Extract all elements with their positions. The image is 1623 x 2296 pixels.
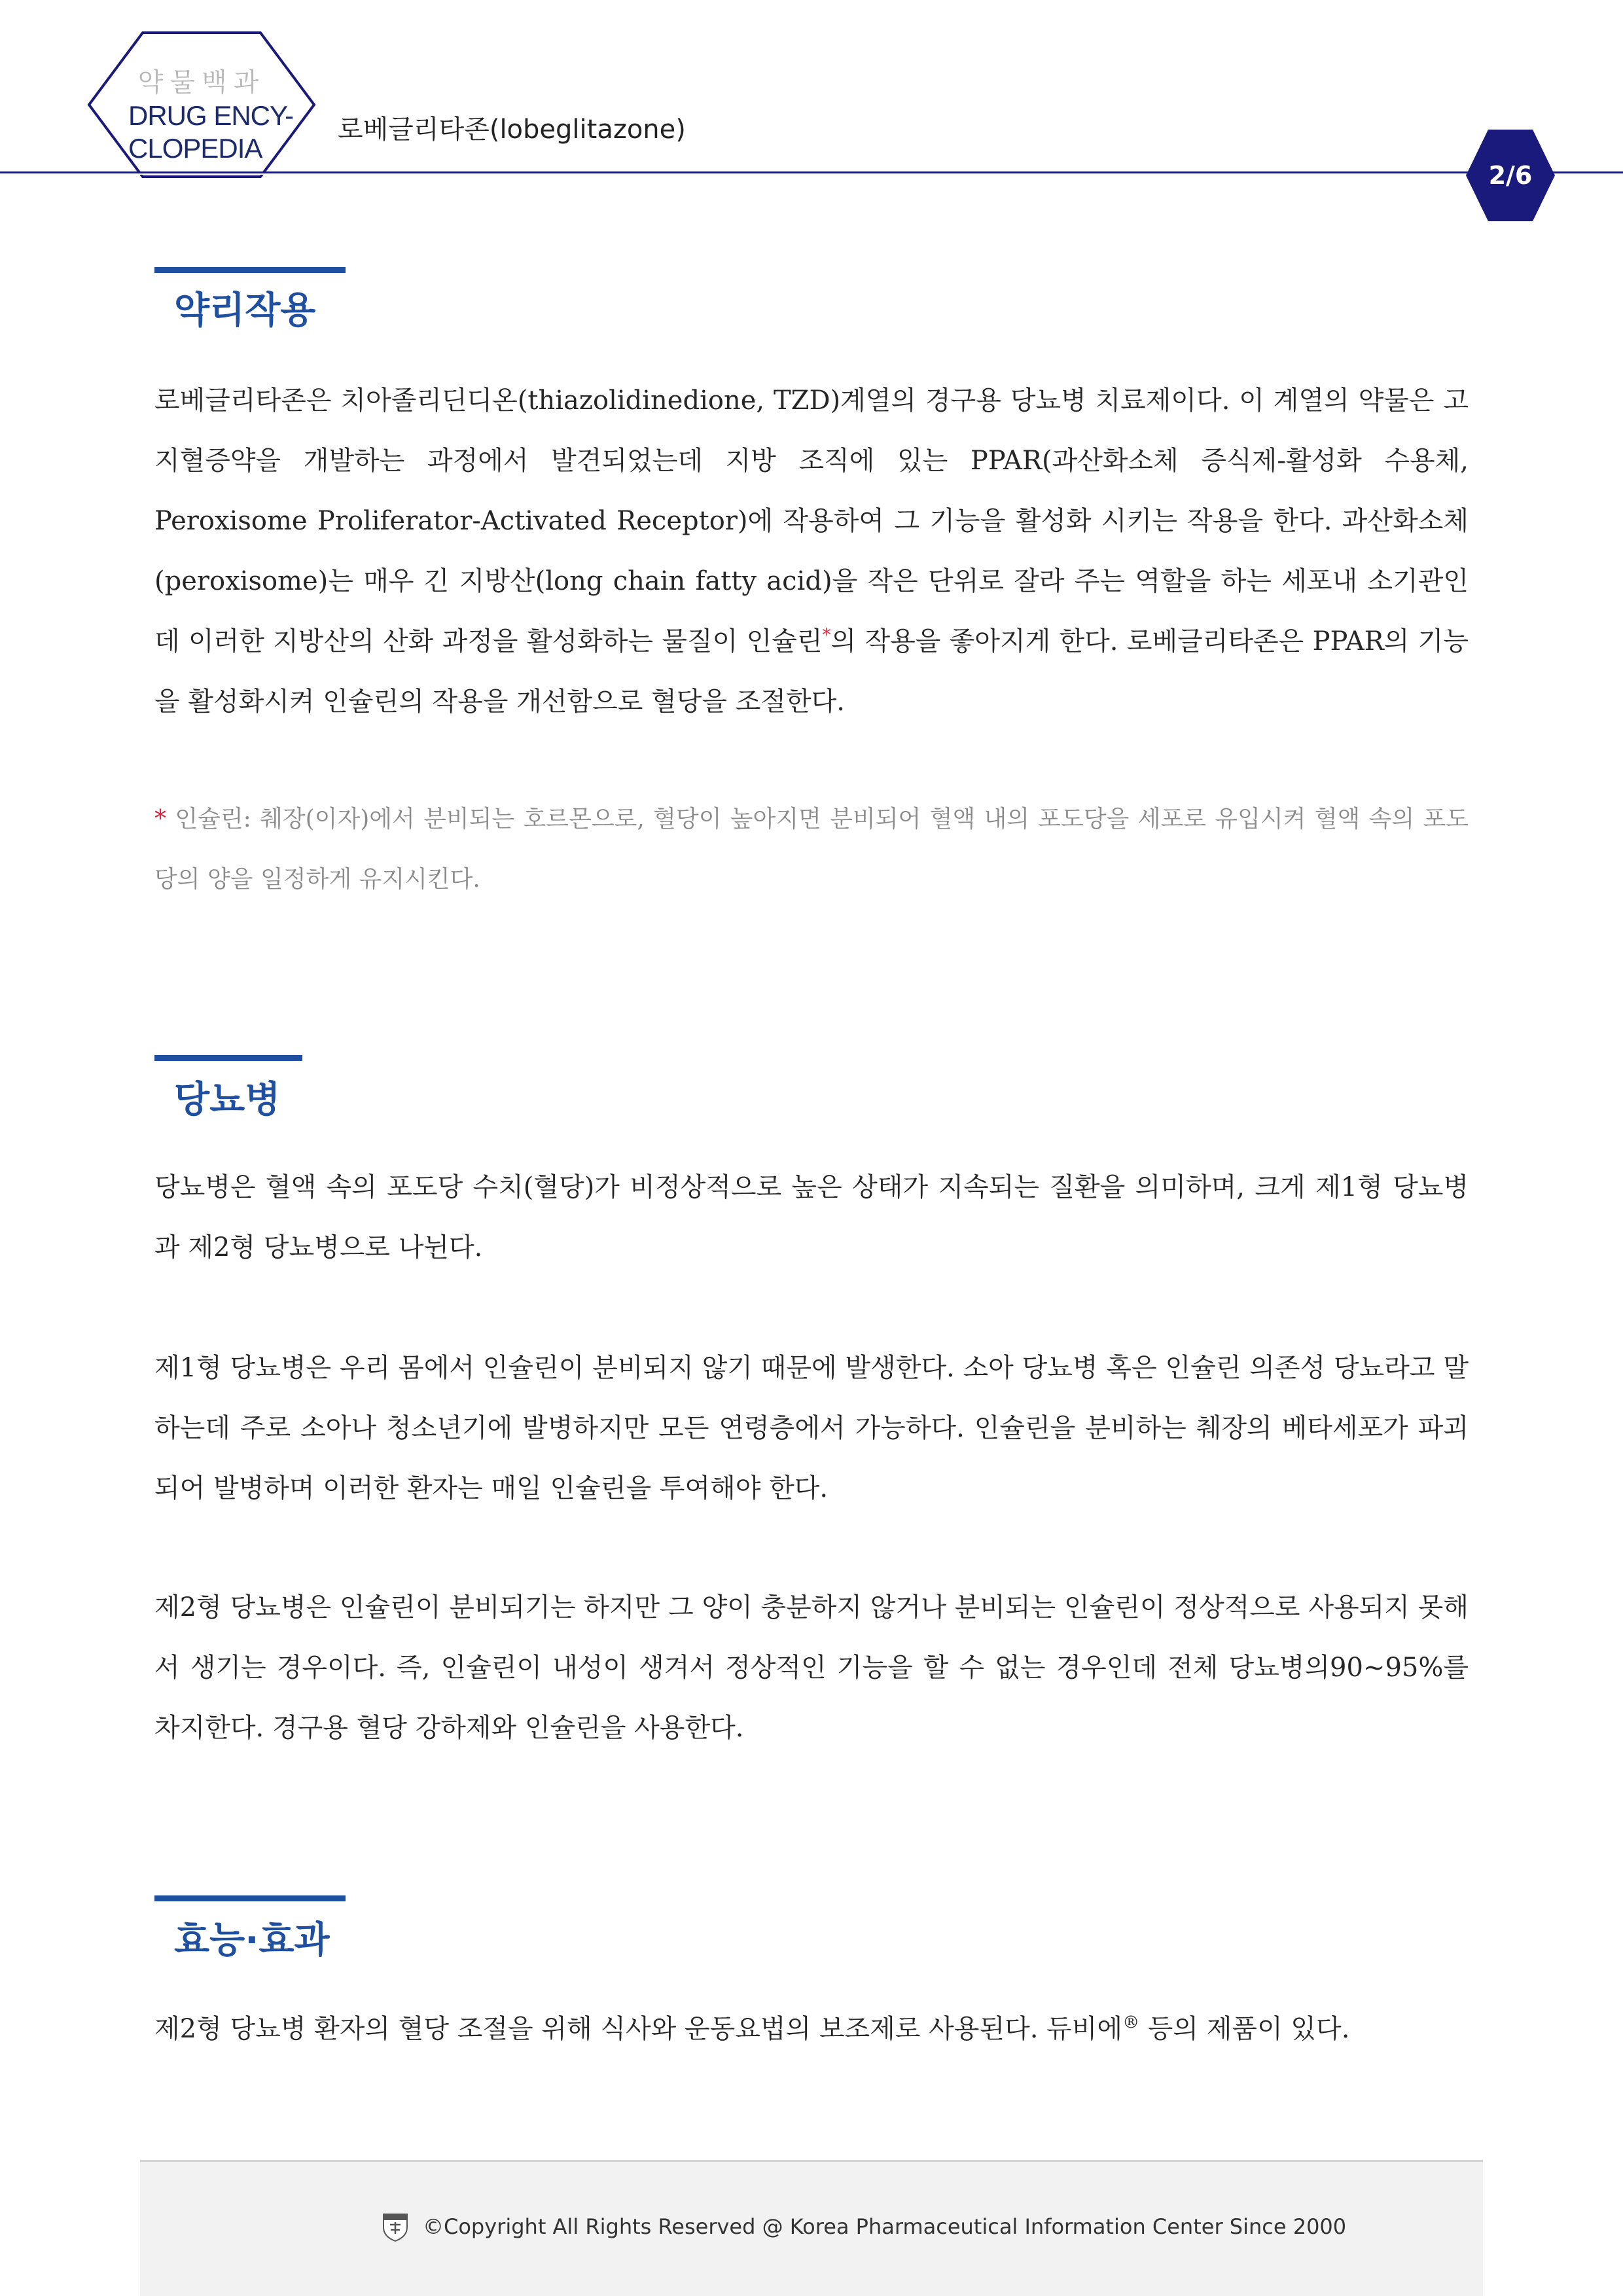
section-accent-bar [154, 267, 346, 273]
diabetes-paragraph-1: 당뇨병은 혈액 속의 포도당 수치(혈당)가 비정상적으로 높은 상태가 지속되는 질환을 의미하며, 크게 제1형 당뇨병과 제2형 당뇨병으로 나뉜다. [154, 1172, 1469, 1263]
registered-mark: ® [1122, 2013, 1140, 2033]
section-title-pharmacology: 약리작용 [174, 289, 316, 332]
document-title: 로베글리타존(lobeglitazone) [338, 115, 686, 145]
logo-english-line-2: CLOPEDIA [128, 133, 262, 164]
footnote [154, 789, 1469, 910]
footnote-marker: * [822, 625, 831, 645]
crest-icon [381, 2210, 410, 2242]
efficacy-text: 제2형 당뇨병 환자의 혈당 조절을 위해 식사와 운동요법의 보조제로 사용된다. 듀비에 [154, 2014, 1123, 2044]
pharmacology-text-cont: 의 작용을 좋아지게 한다. 로베글리타존은 PPAR의 기능을 활성화시켜 인슐린의 작용을 개선함으로 혈당을 조절한다. [154, 626, 1469, 717]
section-title-diabetes: 당뇨병 [174, 1079, 281, 1121]
efficacy-text-cont: 등의 제품이 있다. [1139, 2014, 1350, 2044]
section-accent-bar [154, 1055, 302, 1061]
pharmacology-text: 로베글리타존은 치아졸리딘디온(thiazolidinedione, TZD)계열의 경구용 당뇨병 치료제이다. 이 계열의 약물은 고지혈증약을 개발하는 과정에서 발견되었는데 지방 조직에 있는 PPAR(과산화소체 증식제-활성화 수용체, Peroxisome Proliferator-Activated Receptor)에 작용하여 그 기능을 활성화 시키는 작용을 한다. 과산화소체(peroxisome)는 매우 긴 지방산(long chain fatty acid)을 작은 단위로 잘라 주는 역할을 하는 세포내 소기관인데 이러한 지방산의 산화 과정을 활성화하는 물질이 인슐린 [154, 386, 1469, 656]
efficacy-paragraph [154, 1999, 1469, 2059]
diabetes-paragraph-2: 제1형 당뇨병은 우리 몸에서 인슐린이 분비되지 않기 때문에 발생한다. 소아 당뇨병 혹은 인슐린 의존성 당뇨라고 말하는데 주로 소아나 청소년기에 발병하지만 모든 연령층에서 가능하다. 인슐린을 분비하는 췌장의 베타세포가 파괴되어 발병하며 이러한 환자는 매일 인슐린을 투여해야 한다. [154, 1353, 1469, 1503]
logo-korean-text: 약물백과 [137, 67, 266, 98]
section-accent-bar [154, 1895, 346, 1901]
logo-english-line-1: DRUG ENCY- [128, 100, 294, 131]
header-divider [0, 171, 1623, 177]
page-number-badge [1465, 128, 1556, 223]
section-title-efficacy: 효능·효과 [174, 1919, 330, 1962]
logo [84, 31, 319, 178]
page-number: 2/6 [1488, 161, 1533, 190]
footer-divider [140, 2160, 1483, 2162]
logo-english-text [128, 99, 293, 165]
diabetes-paragraph-3: 제2형 당뇨병은 인슐린이 분비되기는 하지만 그 양이 충분하지 않거나 분비되는 인슐린이 정상적으로 사용되지 못해서 생기는 경우이다. 즉, 인슐린이 내성이 생겨서 정상적인 기능을 할 수 없는 경우인데 전체 당뇨병의90~95%를 차지한다. 경구용 혈당 강하제와 인슐린을 사용한다. [154, 1592, 1469, 1743]
pharmacology-paragraph [154, 370, 1469, 732]
footnote-star: * [154, 806, 166, 833]
copyright-text: ©Copyright All Rights Reserved @ Korea Pharmaceutical Information Center Since 2000 [423, 2214, 1347, 2239]
footnote-text: 인슐린: 췌장(이자)에서 분비되는 호르몬으로, 혈당이 높아지면 분비되어 혈액 내의 포도당을 세포로 유입시켜 혈액 속의 포도당의 양을 일정하게 유지시킨다. [154, 806, 1469, 893]
